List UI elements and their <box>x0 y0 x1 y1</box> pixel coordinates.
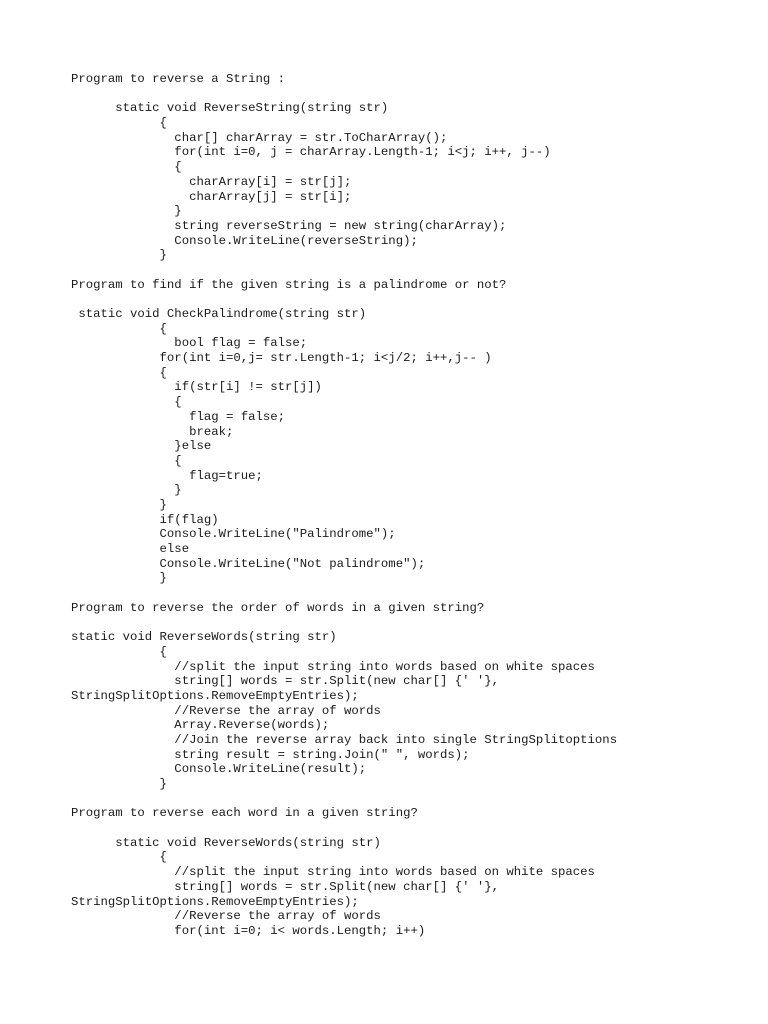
text-line: break; <box>71 424 234 439</box>
code-listing <box>71 72 617 939</box>
text-line <box>71 821 617 836</box>
text-line: { <box>71 453 182 468</box>
text-line: string[] words = str.Split(new char[] {' '}, <box>71 674 500 689</box>
text-line: //Reverse the array of words <box>71 703 381 718</box>
text-line: Program to reverse the order of words in a given string? <box>71 600 485 615</box>
text-line: string[] words = str.Split(new char[] {' '}, <box>71 879 500 894</box>
text-line: } <box>71 248 167 263</box>
text-line: Program to find if the given string is a palindrome or not? <box>71 277 507 292</box>
text-line: } <box>71 204 182 219</box>
text-line: //Join the reverse array back into single StringSplitoptions <box>71 732 618 747</box>
text-line <box>71 87 617 102</box>
text-line: Array.Reverse(words); <box>71 718 330 733</box>
text-line <box>71 263 617 278</box>
text-line: flag = false; <box>71 409 286 424</box>
text-line: static void ReverseWords(string str) <box>71 835 381 850</box>
text-line <box>71 615 617 630</box>
text-line: char[] charArray = str.ToCharArray(); <box>71 130 448 145</box>
text-line: charArray[i] = str[j]; <box>71 174 352 189</box>
text-line: Program to reverse a String : <box>71 72 286 86</box>
text-line: { <box>71 321 167 336</box>
text-line: } <box>71 571 167 586</box>
text-line: static void ReverseString(string str) <box>71 101 389 116</box>
text-line: } <box>71 483 182 498</box>
text-line: for(int i=0, j = charArray.Length-1; i<j; i++, j--) <box>71 145 551 160</box>
text-line: string result = string.Join(" ", words); <box>71 747 470 762</box>
text-line: for(int i=0; i< words.Length; i++) <box>71 923 426 938</box>
text-line: { <box>71 365 167 380</box>
text-line: static void CheckPalindrome(string str) <box>71 307 367 321</box>
text-line: Console.WriteLine(result); <box>71 762 367 777</box>
text-line: //Reverse the array of words <box>71 909 381 924</box>
text-line: } <box>71 497 167 512</box>
text-line <box>71 292 617 307</box>
text-line: if(str[i] != str[j]) <box>71 380 322 395</box>
text-line: //split the input string into words based on white spaces <box>71 659 595 674</box>
text-line: flag=true; <box>71 468 263 483</box>
text-line: static void ReverseWords(string str) <box>71 630 337 645</box>
text-line: Program to reverse each word in a given string? <box>71 806 418 821</box>
text-line: StringSplitOptions.RemoveEmptyEntries); <box>71 688 359 703</box>
text-line: string reverseString = new string(charArray); <box>71 218 507 233</box>
text-line: }else <box>71 439 212 454</box>
text-line: { <box>71 160 182 175</box>
text-line: StringSplitOptions.RemoveEmptyEntries); <box>71 894 359 909</box>
text-line: { <box>71 850 167 865</box>
text-line: else <box>71 542 190 556</box>
text-line <box>71 792 617 807</box>
text-line: charArray[j] = str[i]; <box>71 189 352 204</box>
text-line: { <box>71 116 167 131</box>
text-line: { <box>71 644 167 659</box>
text-line: if(flag) <box>71 512 219 527</box>
text-line: Console.WriteLine("Not palindrome"); <box>71 556 426 571</box>
text-line: bool flag = false; <box>71 336 308 351</box>
text-line <box>71 586 617 601</box>
text-line: { <box>71 395 182 410</box>
text-line: //split the input string into words based on white spaces <box>71 865 595 880</box>
text-line: for(int i=0,j= str.Length-1; i<j/2; i++,j-- ) <box>71 351 492 366</box>
text-line: } <box>71 777 167 791</box>
text-line: Console.WriteLine("Palindrome"); <box>71 527 396 542</box>
text-line: Console.WriteLine(reverseString); <box>71 233 418 248</box>
